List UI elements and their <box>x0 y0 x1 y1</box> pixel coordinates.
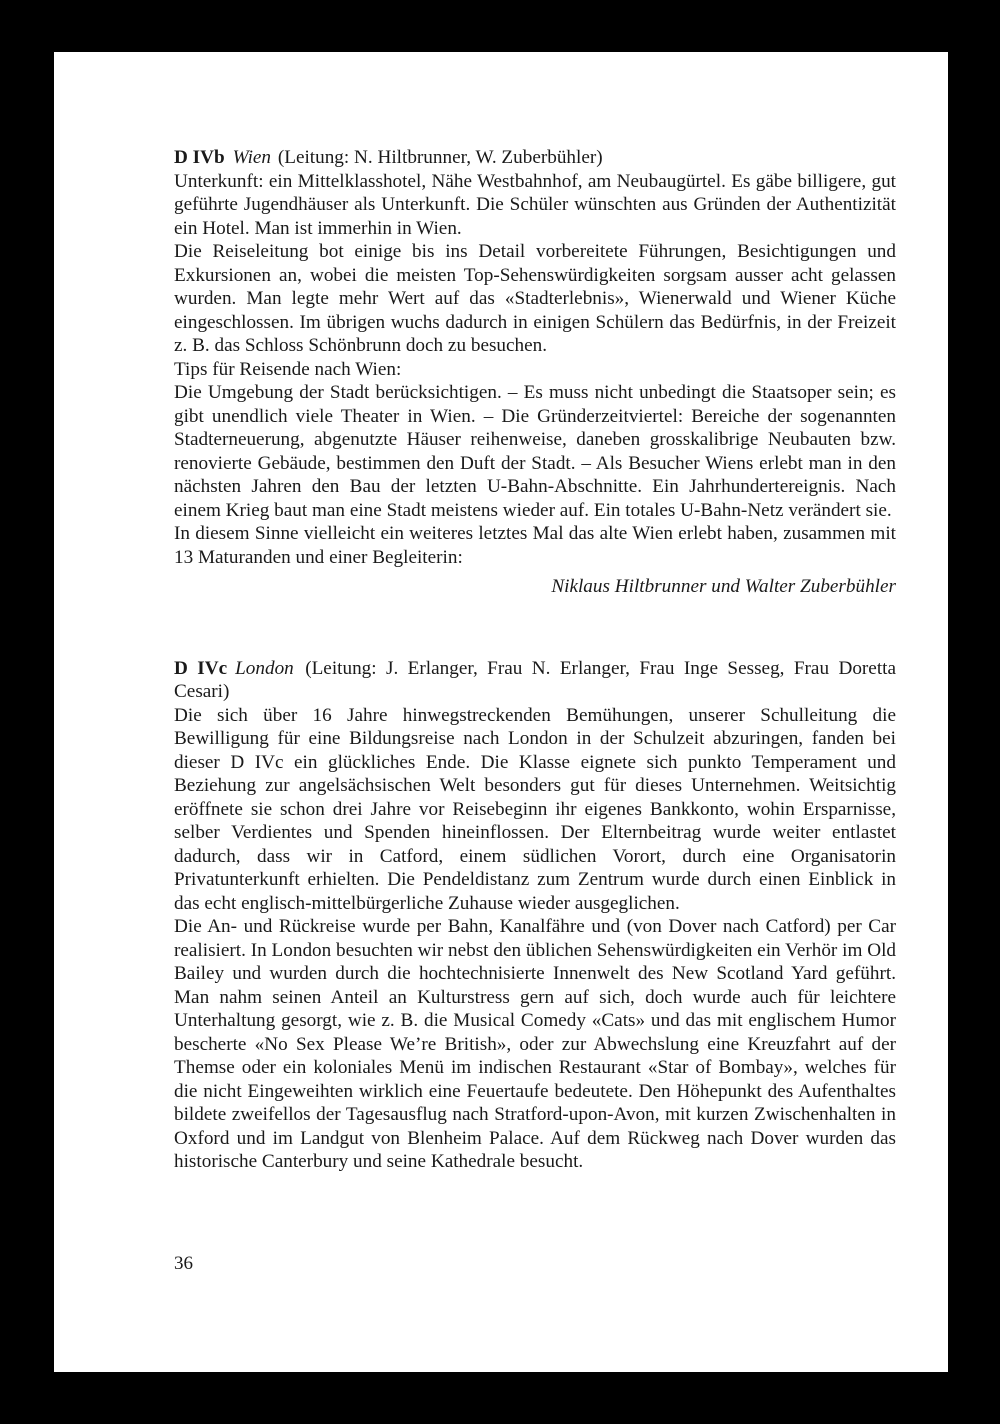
author-signature: Niklaus Hiltbrunner und Walter Zuberbühler <box>551 576 896 597</box>
leitung-info: (Leitung: N. Hiltbrunner, W. Zuberbühler) <box>277 147 603 168</box>
destination-title: London <box>235 657 294 679</box>
paragraph: Die Reiseleitung bot einige bis ins Detail vorbereitete Führungen, Besichtigungen und Exkursionen an, wobei die meisten Top-Sehenswürdigkeiten sorgsam ausser acht gelassen wurden. Man legte mehr Wert auf das «Stadterlebnis», Wienerwald und Wiener Küche eingeschlossen. Im übrigen wuchs dadurch in einigen Schülern das Bedürfnis, in der Freizeit z. B. das Schloss Schönbrunn doch zu besuchen. <box>174 241 896 356</box>
destination-title: Wien <box>232 147 272 168</box>
class-code: D IVb <box>174 147 225 168</box>
section-heading-d-ivc <box>174 657 896 704</box>
page-sheet <box>54 52 948 1372</box>
section-divider <box>174 599 896 657</box>
paragraph: In diesem Sinne vielleicht ein weiteres letztes Mal das alte Wien erlebt haben, zusammen mit 13 Maturanden und einer Begleiterin: <box>174 523 896 568</box>
paragraph: Die sich über 16 Jahre hinwegstreckenden Bemühungen, unserer Schulleitung die Bewilligung für eine Bildungsreise nach London in der Schulzeit abzuringen, fanden bei dieser D IVc ein glückliches Ende. Die Klasse eignete sich punkto Temperament und Beziehung zur angelsächsischen Welt besonders gut für dieses Unternehmen. Weitsichtig eröffnete sie schon drei Jahre vor Reisebeginn ihr eigenes Bankkonto, wohin Ersparnisse, selber Verdientes und Spenden hineinflossen. Der Elternbeitrag wurde weiter entlastet dadurch, dass wir in Catford, einem südlichen Vorort, durch eine Organisatorin Privatunterkunft erhielten. Die Pendeldistanz zum Zentrum wurde durch einen Einblick in das echt englisch-mittelbürgerliche Zuhause wieder ausgeglichen. <box>174 704 896 914</box>
paragraph: Die An- und Rückreise wurde per Bahn, Kanalfähre und (von Dover nach Catford) per Car realisiert. In London besuchten wir nebst den üblichen Sehenswürdigkeiten ein Verhör im Old Bailey und wurden durch die hochtechnisierte Innenwelt des New Scotland Yard geführt. Man nahm seinen Anteil an Kulturstress gern auf sich, doch wurde auch für leichtere Unterhaltung gesorgt, wie z. B. die Musical Comedy «Cats» und das mit englischem Humor bescherte «No Sex Please We’re British», oder zur Abwechslung eine Kreuzfahrt auf der Themse oder ein koloniales Menü im indischen Restaurant «Star of Bombay», welches für die nicht Eingeweihten wirklich eine Feuertaufe bedeutete. Den Höhepunkt des Aufenthaltes bildete zweifellos der Tagesausflug nach Stratford-upon-Avon, mit kurzen Zwischenhalten in Oxford und im Landgut von Blenheim Palace. Auf dem Rückweg nach Dover wurden das historische Canterbury und seine Kathedrale besucht. <box>174 916 896 1172</box>
class-code: D IVc <box>174 657 228 679</box>
page-number: 36 <box>174 1253 193 1274</box>
paragraph: Tips für Reisende nach Wien: <box>174 358 402 380</box>
leitung-info: (Leitung: J. Erlanger, Frau N. Erlanger, Frau Inge Sesseg, Frau Doretta Cesari) <box>174 657 896 702</box>
page-content <box>174 146 896 1174</box>
section-heading-d-ivb <box>174 146 896 170</box>
paragraph: Die Umgebung der Stadt berücksichtigen. – Es muss nicht unbedingt die Staatsoper sein; es gibt unendlich viele Theater in Wien. – Die Gründerzeitviertel: Bereiche der sogenannten Stadterneuerung, abgenutzte Häuser reihenweise, daneben grosskalibrige Neubauten bzw. renovierte Gebäude, bestimmen den Duft der Stadt. – Als Besucher Wiens erlebt man in den nächsten Jahren den Bau der letzten U-Bahn-Abschnitte. Ein Jahrhundertereignis. Nach einem Krieg baut man eine Stadt meistens wieder auf. Ein totales U-Bahn-Netz verändert sie. <box>174 382 896 521</box>
paragraph: Unterkunft: ein Mittelklasshotel, Nähe Westbahnhof, am Neubaugürtel. Es gäbe billigere, gut geführte Jugendhäuser als Unterkunft. Die Schüler wünschten aus Gründen der Authentizität ein Hotel. Man ist immerhin in Wien. <box>174 170 896 239</box>
